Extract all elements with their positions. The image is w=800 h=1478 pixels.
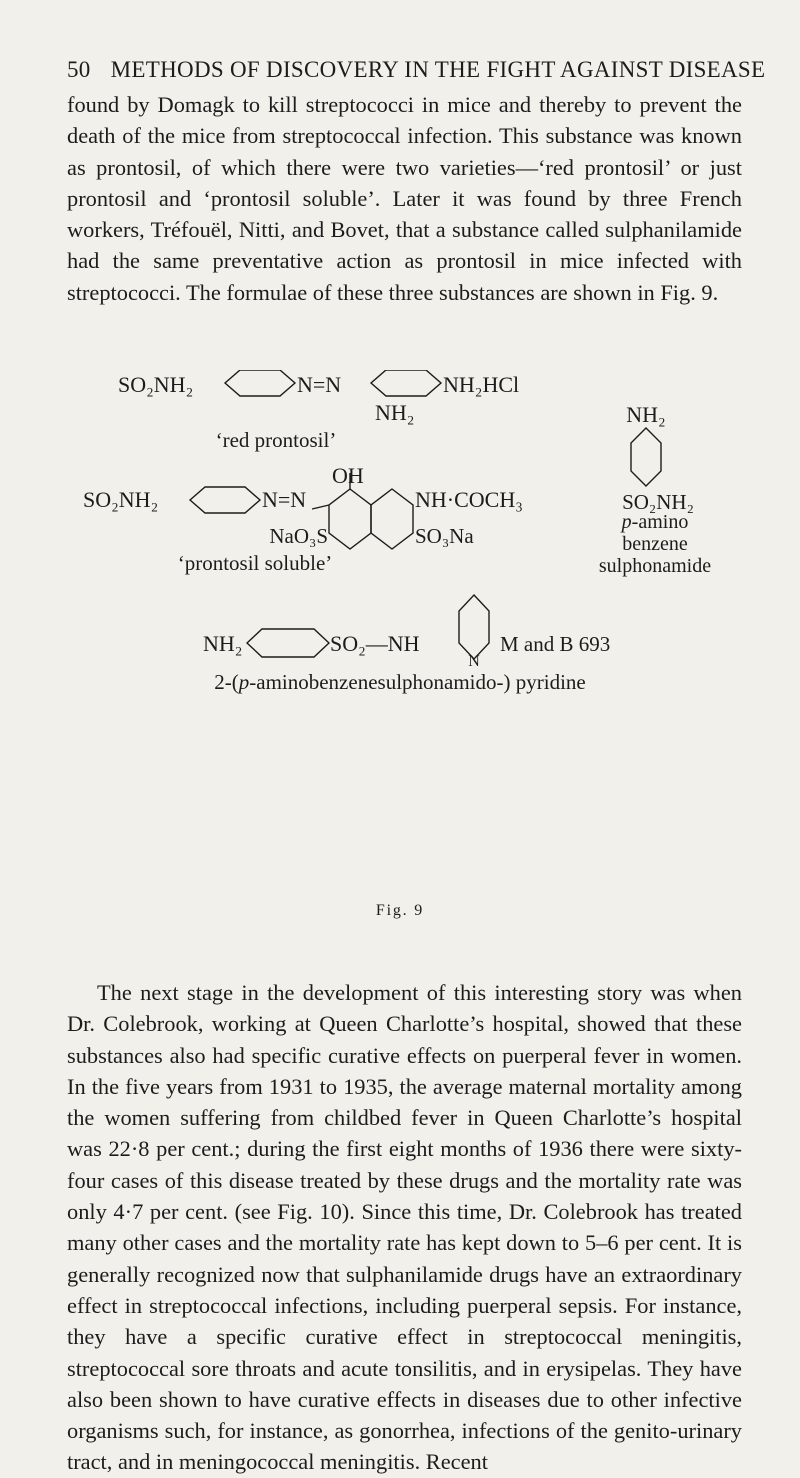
sulphanilamide-caption-3: sulphonamide (598, 555, 712, 577)
running-title: METHODS OF DISCOVERY IN THE FIGHT AGAINST DISEASE (110, 57, 766, 82)
prontosil-soluble-naso3-right: SO₃Na (415, 524, 474, 548)
prontosil-soluble-caption: ‘prontosil soluble’ (177, 551, 333, 575)
benzene-ring (225, 370, 295, 396)
sulphanilamide-bottom-group: SO₂NH₂ (622, 490, 694, 514)
mb693-link: SO₂—NH (330, 631, 420, 656)
figure-9-formulae (0, 370, 800, 930)
paragraph-2: The next stage in the development of this interesting story was when Dr. Colebrook, working at Queen Charlotte’s hospital, showed that these substances also had specific curative effects on puerperal fever in women. In the five years from 1931 to 1935, the average maternal mortality among the women suffering from childbed fever in Queen Charlotte’s hospital was 22·8 per cent.; during the first eight months of 1936 there were sixty-four cases of this disease treated by these drugs and the mortality rate was only 4·7 per cent. (see Fig. 10). Since this time, Dr. Colebrook has treated many other cases and the mortality rate has kept down to 5–6 per cent. It is generally recognized now that sulphanilamide drugs have an extraordinary effect in streptococcal infections, including puerperal sepsis. For instance, they have a specific curative effect in streptococcal meningitis, streptococcal sore throats and acute tonsilitis, and in erysipelas. They have also been shown to have curative effects in diseases due to other infective organisms such, for instance, as gonorrhea, infections of the genito-urinary tract, and in meningococcal meningitis. Recent (67, 980, 742, 1475)
prontosil-soluble-azo: N=N (262, 487, 307, 512)
prontosil-soluble-oh: OH (332, 463, 364, 488)
paragraph-1: found by Domagk to kill streptococci in mice and thereby to prevent the death of the mice from streptococcal infection. This substance was known as prontosil, of which there were two varieties—‘red prontosil’ or just prontosil and ‘prontosil soluble’. Later it was found by three French workers, Tréfouël, Nitti, and Bovet, that a substance called sulphanilamide had the same preventative action as prontosil in mice infected with streptococci. The formulae of these three substances are shown in Fig. 9. (67, 92, 742, 305)
mb693-ring-n: N (468, 653, 480, 670)
prontosil-soluble-acetamido: NH·COCH₃ (415, 487, 523, 512)
red-prontosil-lower-group: NH₂ (375, 400, 415, 425)
red-prontosil-caption: ‘red prontosil’ (215, 428, 337, 452)
prontosil-soluble-naso3-left: NaO₃S (269, 524, 328, 548)
benzene-ring (371, 370, 441, 396)
naphthalene-ring (371, 489, 413, 549)
benzene-ring (247, 629, 329, 657)
benzene-ring (190, 487, 260, 513)
red-prontosil-right-group: NH₂HCl (443, 372, 520, 397)
red-prontosil-azo: N=N (297, 372, 342, 397)
figure-title: Fig. 9 (375, 902, 425, 919)
mb693-label: M and B 693 (500, 632, 611, 656)
page-number: 50 (67, 57, 91, 82)
red-prontosil-left-group: SO₂NH₂ (118, 372, 194, 397)
pyridine-ring (459, 595, 489, 659)
mb693-left-group: NH₂ (203, 631, 243, 656)
sulphanilamide-top-group: NH₂ (626, 402, 666, 427)
prontosil-soluble-left-group: SO₂NH₂ (83, 487, 159, 512)
running-header (67, 57, 766, 83)
sulphanilamide-caption-1: p-amino (621, 511, 689, 533)
mb693-caption: 2-(p-aminobenzenesulphonamido-) pyridine (214, 670, 586, 694)
sulphanilamide-caption-2: benzene (622, 533, 688, 555)
naphthalene-ring (329, 489, 371, 549)
sulphanilamide-benzene-ring (631, 428, 661, 486)
